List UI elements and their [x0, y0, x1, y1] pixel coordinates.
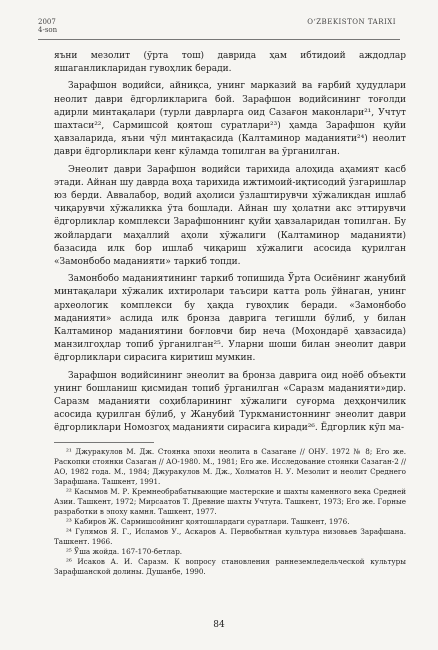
paragraph-5: Зарафшон водийсининг энеолит ва бронза даврига оид ноёб объекти унинг бошланиш қисмидан топиб ўрганилган «Саразм маданияти»дир. Саразм маданияти соҳибларининг хўжалиги суғорма деҳқончилик асосида қурилган бўлиб, у Жанубий Туркманистоннинг энеолит даври ёдгорликлари Номозгоҳ маданияти сирасига киради²⁶. Ёдгорлик кўп ма- [54, 370, 406, 434]
header-rule [38, 39, 400, 40]
footnote-22: ²² Касымов М. Р. Кремнеобрабатывающие мастерские и шахты каменного века Средней Азии. Ташкент, 1972; Мирсаатов Т. Древние шахты Учтута. Ташкент, 1973; Его же. Горные разработки в эпоху камня. Ташкент, 1977. [54, 486, 406, 516]
paragraph-2: Зарафшон водийси, айниқса, унинг марказий ва ғарбий ҳудудлари неолит даври ёдгорликларига бой. Зарафшон водийсининг тоғолди адирли минтақалари (турли даврларга оид Сазағон маконлари²¹, Учтут шахтаси²², Сармишсой қоятош суратлари²³) ҳамда Зарафшон қуйи ҳавзаларида, яъни чўл минтақасида (Калтаминор маданияти²⁴) неолит даври ёдгорликлари кенг кўламда топилган ва ўрганилган. [54, 81, 406, 158]
page-number: 84 [213, 620, 225, 630]
footnote-24: ²⁴ Гулямов Я. Г., Исламов У., Аскаров А. Первобытная культура низовьев Зарафшана. Ташкент. 1966. [54, 526, 406, 546]
footnote-26: ²⁶ Исаков А. И. Саразм. К вопросу становления раннеземледельческой культуры Зарафшанской долины. Душанбе, 1990. [54, 556, 406, 576]
paragraph-1: яъни мезолит (ўрта тош) даврида ҳам ибтидоий аждодлар яшаганликларидан гувоҳлик беради. [54, 51, 406, 75]
footnote-21: ²¹ Джуракулов М. Дж. Стоянка эпохи неолита в Сазагане // ОНУ. 1972 № 8; Его же. Раскопки стоянки Сазаган // АО-1980. М., 1981; Его же. Исследование стоянки Сазаган-2 // АО, 1982 года. М., 1984; Джуракулов М. Дж., Холматов Н. У. Мезолит и неолит Среднего Зарафшана. Ташкент, 1991. [54, 446, 406, 486]
footnote-rule [54, 442, 154, 443]
paragraph-4: Замонбобо маданиятининг таркиб топишида Ўрта Осиёнинг жанубий минтақалари хўжалик ихтиролари таъсири катта роль ўйнаган, унинг археологик комплекси бу ҳақда гувоҳлик беради. «Замонбобо маданияти» аслида илк бронза даврига тегишли бўлиб, у билан Калтаминор маданиятини боғловчи бир неча (Моҳондарё ҳавзасида) манзилгоҳлар топиб ўрганилган²⁵. Уларни шоши билан энеолит даври ёдгорликлари сирасига киритиш мумкин. [54, 274, 406, 364]
header-journal-title: O‘ZBEKISTON TARIXI [307, 18, 396, 26]
paragraph-3: Энеолит даври Зарафшон водийси тарихида алоҳида аҳамият касб этади. Айнан шу даврда воҳа тарихида ижтимоий-иқтисодий ўзгаришлар юз берди. Аввалабор, водий аҳолиси ўзлаштирувчи хўжаликдан ишлаб чиқарувчи хўжаликка ўта бошлади. Айнан шу ҳолатни акс эттирувчи ёдгорликлар комплекси Зарафшоннинг қуйи ҳавзаларидан топилган. Бу жойлардаги маҳаллий аҳоли хўжалиги (Калтаминор маданияти) базасида илк бор ишлаб чиқариш хўжалиги асосида қурилган «Замонбобо маданияти» таркиб топди. [54, 164, 406, 268]
header-left [38, 18, 57, 34]
footnote-23: ²³ Кабиров Ж. Сармишсойнинг қоятошлардаги суратлари. Ташкент, 1976. [66, 516, 350, 526]
article-body [54, 50, 406, 577]
header-issue: 4-son [38, 26, 58, 34]
footnote-25: ²⁵ Ўша жойда. 167-170-бетлар. [66, 546, 183, 556]
header-year: 2007 [38, 18, 56, 26]
